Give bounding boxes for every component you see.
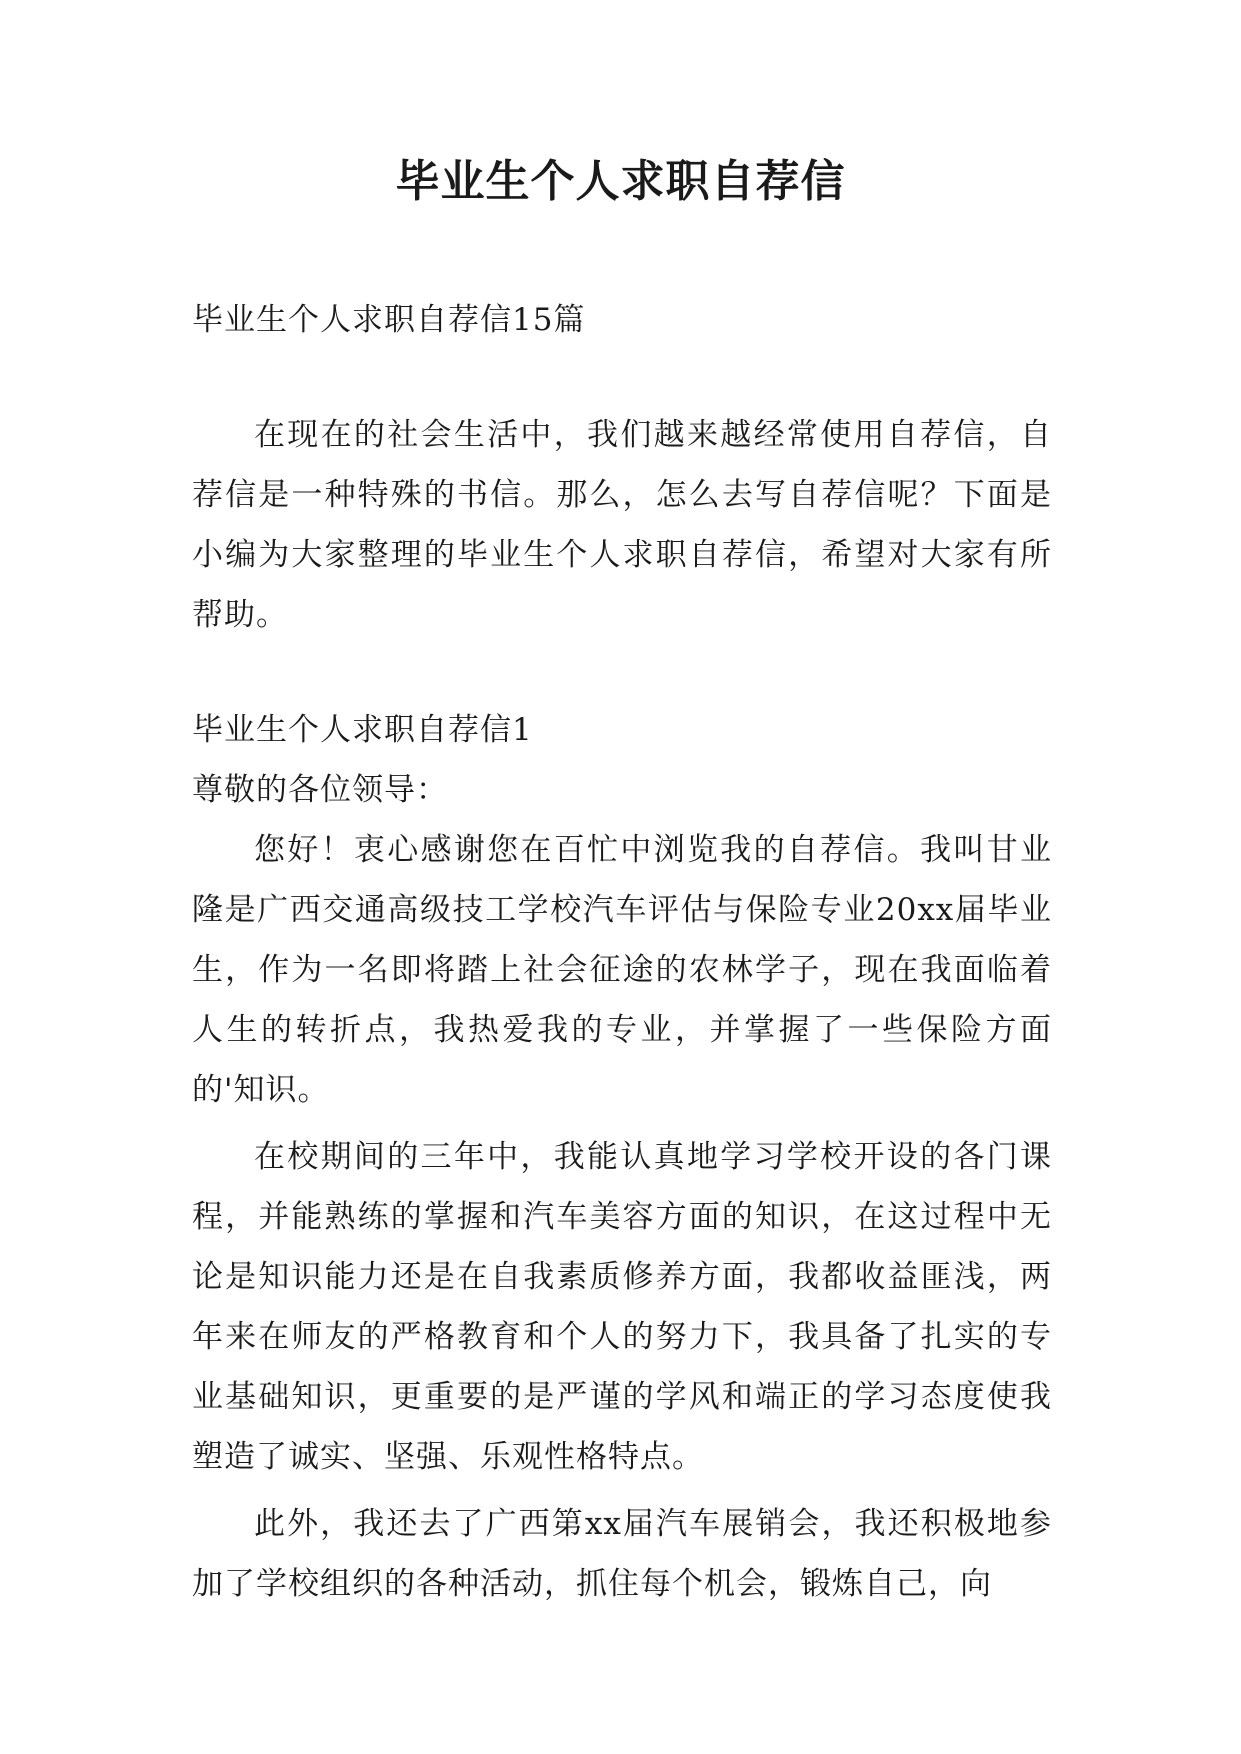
document-title: 毕业生个人求职自荐信: [395, 156, 846, 207]
letter-paragraph: 此外，我还去了广西第xx届汽车展销会，我还积极地参加了学校组织的各种活动，抓住每个机会，锻炼自己，向: [192, 1506, 1052, 1602]
section-heading: 毕业生个人求职自荐信1: [192, 712, 533, 748]
intro-paragraph: 在现在的社会生活中，我们越来越经常使用自荐信，自荐信是一种特殊的书信。那么，怎么去写自荐信呢？下面是小编为大家整理的毕业生个人求职自荐信，希望对大家有所帮助。: [192, 417, 1052, 633]
document-subtitle: 毕业生个人求职自荐信15篇: [192, 302, 586, 338]
letter-paragraph: 您好！衷心感谢您在百忙中浏览我的自荐信。我叫甘业隆是广西交通高级技工学校汽车评估与保险专业20xx届毕业生，作为一名即将踏上社会征途的农林学子，现在我面临着人生的转折点，我热爱我的专业，并掌握了一些保险方面的'知识。: [192, 832, 1052, 1108]
letter-paragraph: 在校期间的三年中，我能认真地学习学校开设的各门课程，并能熟练的掌握和汽车美容方面的知识，在这过程中无论是知识能力还是在自我素质修养方面，我都收益匪浅，两年来在师友的严格教育和个人的努力下，我具备了扎实的专业基础知识，更重要的是严谨的学风和端正的学习态度使我塑造了诚实、坚强、乐观性格特点。: [192, 1139, 1052, 1475]
letter-salutation: 尊敬的各位领导：: [192, 772, 448, 808]
document-body: [192, 290, 1052, 1621]
